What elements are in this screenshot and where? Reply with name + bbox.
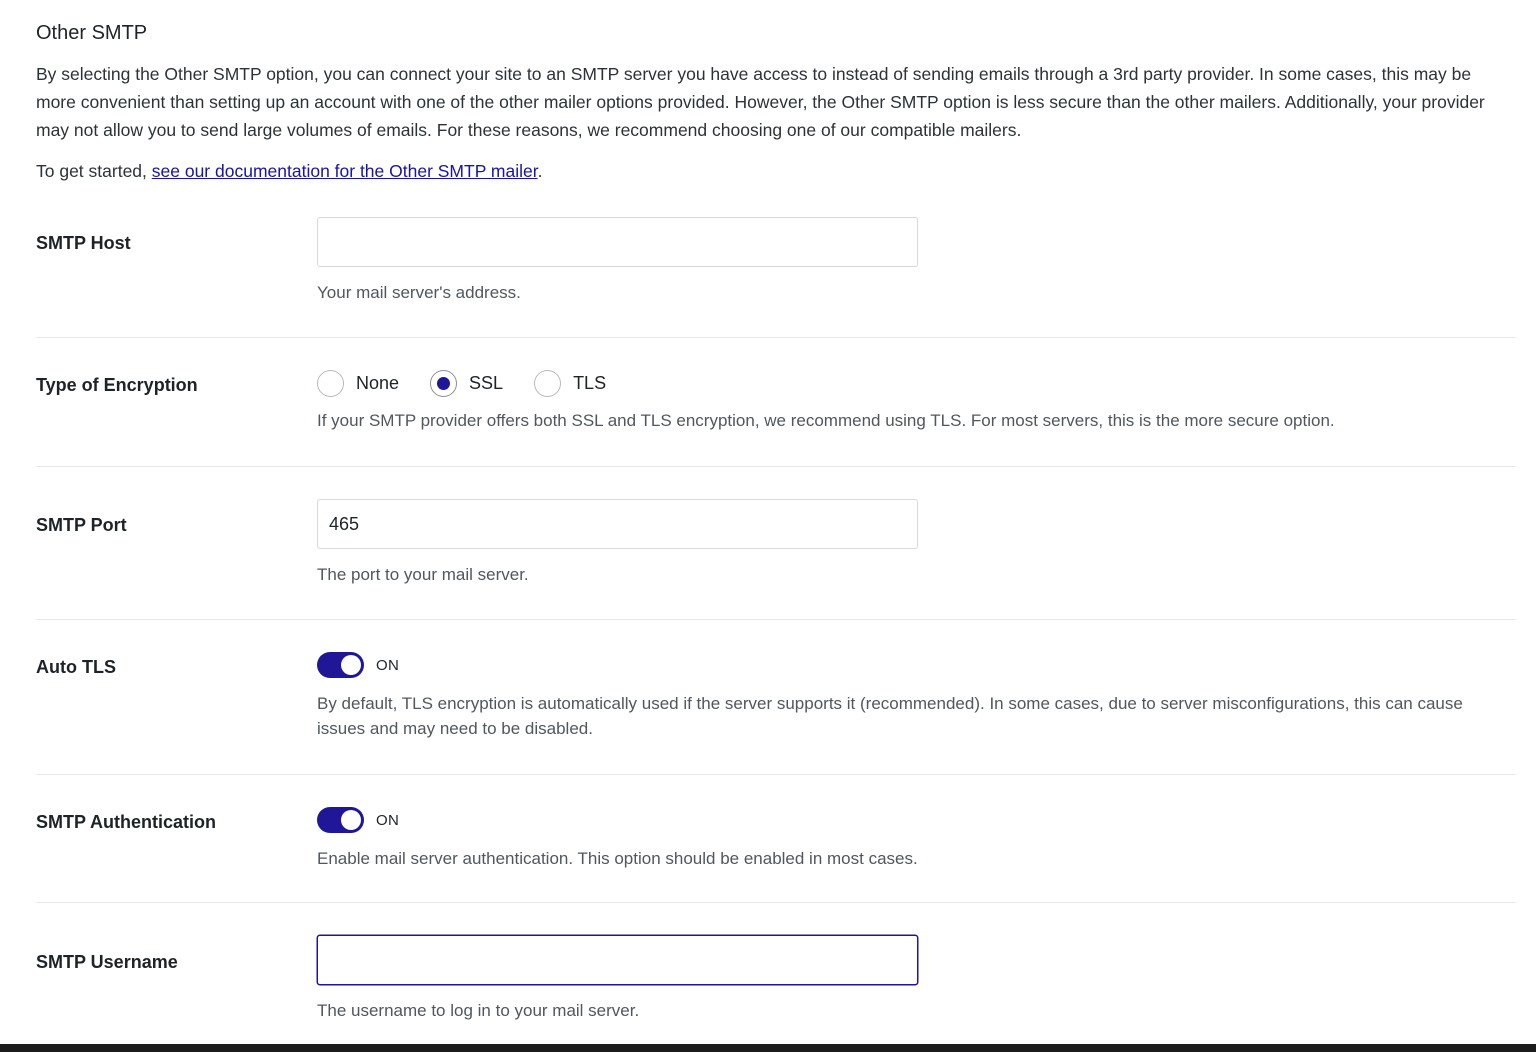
auto-tls-help: By default, TLS encryption is automatically used if the server supports it (recommended). In some cases, due to server misconfigurations, this can cause issues and may need to be disabled. <box>317 694 1463 738</box>
encryption-option-none[interactable] <box>317 370 399 397</box>
smtp-port-field <box>317 499 918 587</box>
radio-none-label[interactable]: None <box>356 373 400 393</box>
section-title: Other SMTP <box>36 22 148 44</box>
smtp-auth-field <box>317 806 918 871</box>
smtp-auth-state: ON <box>376 811 400 829</box>
bottom-bar <box>0 1044 1536 1052</box>
radio-tls[interactable] <box>534 370 561 397</box>
smtp-port-label: SMTP Port <box>36 515 127 535</box>
radio-ssl[interactable] <box>430 370 457 397</box>
encryption-label: Type of Encryption <box>36 375 198 395</box>
smtp-host-field <box>317 217 918 305</box>
auto-tls-field <box>317 651 1507 741</box>
smtp-host-help: Your mail server's address. <box>317 283 521 302</box>
smtp-port-input[interactable] <box>317 499 918 549</box>
radio-none[interactable] <box>317 370 344 397</box>
section-description: By selecting the Other SMTP option, you can connect your site to an SMTP server you have access to instead of sending emails through a 3rd party provider. In some cases, this may be more convenient than setting up an account with one of the other mailer options provided. However, the Other SMTP option is less secure than the other mailers. Additionally, your provider may not allow you to send large volumes of emails. For these reasons, we recommend choosing one of our compatible mailers. <box>36 64 1485 140</box>
divider <box>36 774 1516 775</box>
divider <box>36 619 1516 620</box>
get-started-suffix: . <box>537 161 543 181</box>
smtp-username-label: SMTP Username <box>36 952 178 972</box>
smtp-auth-label: SMTP Authentication <box>36 812 216 832</box>
encryption-radio-group <box>317 368 1517 398</box>
smtp-host-input[interactable] <box>317 217 918 267</box>
divider <box>36 337 1516 338</box>
documentation-link[interactable]: see our documentation for the Other SMTP mailer <box>151 161 538 181</box>
auto-tls-state: ON <box>376 656 400 674</box>
divider <box>36 466 1516 467</box>
get-started-text <box>36 157 542 185</box>
auto-tls-toggle-wrap <box>317 651 1507 679</box>
toggle-knob <box>341 655 361 675</box>
auto-tls-toggle[interactable] <box>317 652 364 678</box>
smtp-username-input[interactable] <box>317 935 918 985</box>
smtp-username-field <box>317 935 918 1023</box>
divider <box>36 902 1516 903</box>
radio-tls-label[interactable]: TLS <box>573 373 607 393</box>
auto-tls-label: Auto TLS <box>36 657 116 677</box>
smtp-username-help: The username to log in to your mail server. <box>317 1001 640 1020</box>
toggle-knob <box>341 810 361 830</box>
get-started-prefix: To get started, <box>36 161 152 181</box>
smtp-auth-toggle[interactable] <box>317 807 364 833</box>
smtp-port-help: The port to your mail server. <box>317 565 529 584</box>
radio-ssl-label[interactable]: SSL <box>469 373 504 393</box>
smtp-auth-help: Enable mail server authentication. This option should be enabled in most cases. <box>317 849 918 868</box>
smtp-auth-toggle-wrap <box>317 806 918 834</box>
encryption-option-ssl[interactable] <box>430 370 503 397</box>
smtp-host-label: SMTP Host <box>36 233 131 253</box>
encryption-field <box>317 368 1517 433</box>
encryption-option-tls[interactable] <box>534 370 606 397</box>
encryption-help: If your SMTP provider offers both SSL and TLS encryption, we recommend using TLS. For most servers, this is the more secure option. <box>317 411 1335 430</box>
